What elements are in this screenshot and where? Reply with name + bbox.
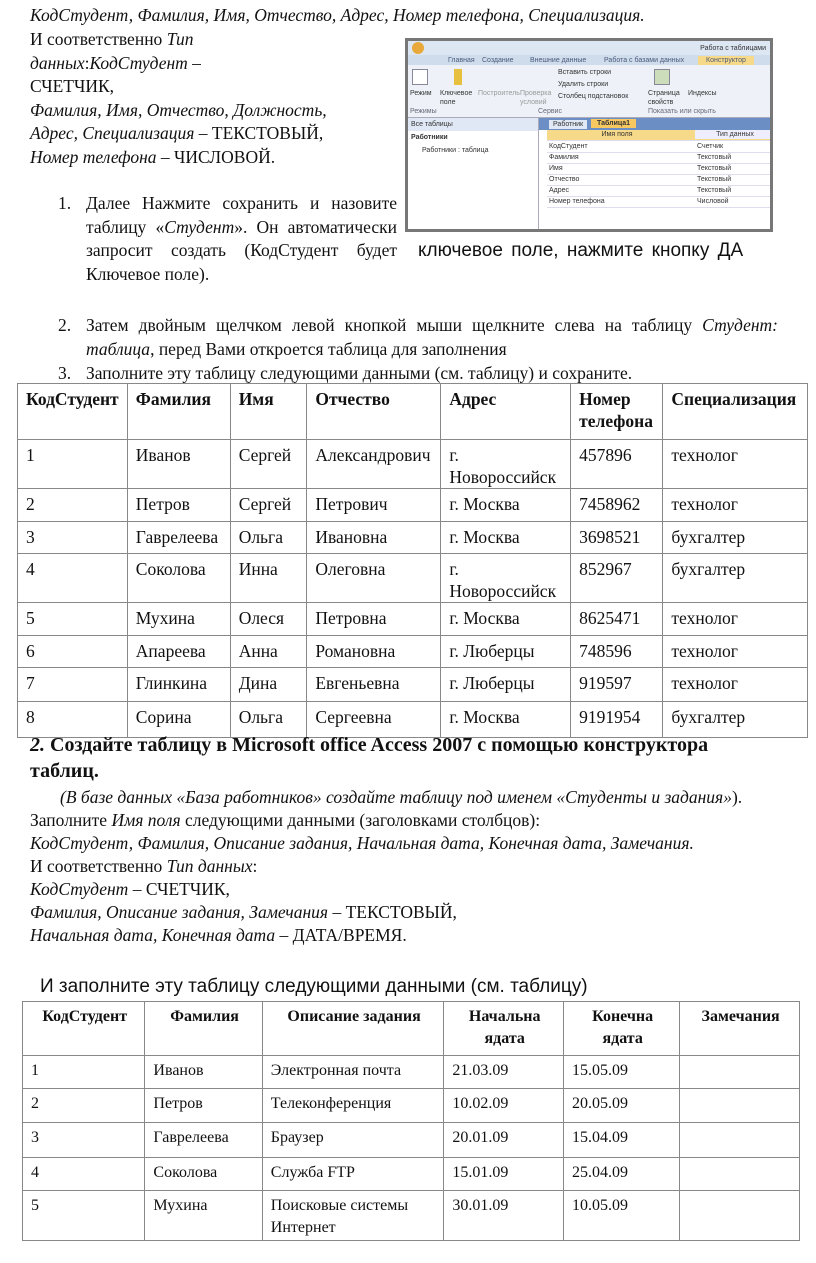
table-row	[23, 1089, 800, 1123]
table-row	[23, 1191, 800, 1241]
design-grid	[539, 118, 770, 229]
table-cell: 457896	[571, 440, 663, 489]
table-row	[18, 668, 808, 702]
grid-header: Имя поля	[601, 131, 633, 138]
column-header: Адрес	[441, 384, 571, 440]
table-cell: 15.04.09	[564, 1123, 680, 1158]
table-cell: Соколова	[145, 1158, 262, 1191]
table-cell: 7458962	[571, 489, 663, 522]
ribbon-tab-active: Конструктор	[698, 56, 754, 65]
table-cell: 748596	[571, 636, 663, 668]
field-type: Текстовый	[697, 187, 732, 194]
column-header: Имя	[230, 384, 307, 440]
table-cell: 852967	[571, 554, 663, 603]
ribbon-tab: Работа с базами данных	[604, 57, 685, 64]
table-cell: 15.01.09	[444, 1158, 564, 1191]
column-header: КодСтудент	[23, 1002, 145, 1056]
ribbon-label: Построитель	[478, 90, 520, 97]
table-cell: Петрович	[307, 489, 441, 522]
grid-row	[547, 153, 770, 164]
grid-row	[547, 142, 770, 153]
step-3-number: 3.	[58, 363, 72, 383]
field-type: Текстовый	[697, 165, 732, 172]
table-cell: г. Москва	[441, 702, 571, 738]
table-cell: Апареева	[127, 636, 230, 668]
table-cell: Петров	[127, 489, 230, 522]
field-name: Фамилия	[549, 154, 579, 161]
table-cell: Соколова	[127, 554, 230, 603]
table-cell: технолог	[663, 636, 808, 668]
table-cell: Александрович	[307, 440, 441, 489]
column-header: Фамилия	[145, 1002, 262, 1056]
table-cell: Сорина	[127, 702, 230, 738]
table-cell	[680, 1158, 800, 1191]
nav-group: Работники	[411, 134, 448, 141]
table-cell: Служба FTP	[262, 1158, 444, 1191]
doc-tab: Работник	[549, 120, 587, 129]
table-cell	[680, 1089, 800, 1123]
table-cell: Евгеньевна	[307, 668, 441, 702]
grid-row	[547, 175, 770, 186]
ribbon-label: Столбец подстановок	[558, 93, 629, 100]
table-cell	[680, 1123, 800, 1158]
table-cell: г. Люберцы	[441, 636, 571, 668]
table-cell: 3	[18, 522, 128, 554]
table-row	[23, 1123, 800, 1158]
table-cell: Романовна	[307, 636, 441, 668]
field-name: КодСтудент	[549, 143, 588, 150]
ribbon-tab: Внешние данные	[530, 57, 587, 64]
column-header: КодСтудент	[18, 384, 128, 440]
grid-row	[547, 197, 770, 208]
table-cell: Мухина	[127, 603, 230, 636]
table-cell: Олеся	[230, 603, 307, 636]
access-screenshot	[405, 38, 773, 232]
table-cell: бухгалтер	[663, 702, 808, 738]
table-cell: Гаврелеева	[127, 522, 230, 554]
table-row	[18, 522, 808, 554]
table-cell: 5	[23, 1191, 145, 1241]
grid-header: Тип данных	[695, 130, 773, 139]
table-cell	[680, 1056, 800, 1089]
column-header: Специализация	[663, 384, 808, 440]
ribbon-tab: Создание	[482, 57, 514, 64]
table-cell: 8625471	[571, 603, 663, 636]
table-cell: Браузер	[262, 1123, 444, 1158]
table-cell: Олеговна	[307, 554, 441, 603]
nav-item: Работники : таблица	[422, 147, 489, 154]
ribbon-label: Ключевое поле	[440, 90, 473, 106]
grid-row	[547, 186, 770, 197]
table-cell: г. Люберцы	[441, 668, 571, 702]
table-header-row	[23, 1002, 800, 1056]
ribbon-label: Страница свойств	[648, 90, 680, 106]
section-2-body: (В базе данных «База работников» создайте таблицу под именем «Студенты и задания»). Заполните Имя поля следующими данными (заголовками столбцов): КодСтудент, Фамилия, Описание задания, Начальная дата, Конечная дата, Замечания. И соответственно Тип данных: КодСтудент – СЧЕТЧИК, Фамилия, Описание задания, Замечания – ТЕКСТОВЫЙ, Начальная дата, Конечная дата – ДАТА/ВРЕМЯ.	[30, 787, 743, 945]
table-cell: Иванов	[145, 1056, 262, 1089]
group-label: Сервис	[538, 108, 562, 115]
step-1-continuation: ключевое поле, нажмите кнопку ДА	[418, 240, 744, 261]
field-name: Имя	[549, 165, 563, 172]
section-2-instruction: И заполните эту таблицу следующими данными (см. таблицу)	[40, 976, 588, 997]
column-header: Отчество	[307, 384, 441, 440]
office-button-icon	[412, 42, 424, 54]
step-2-text: Затем двойным щелчком левой кнопкой мыши щелкните слева на таблицу Студент: таблица, перед Вами откроется таблица для заполнения	[86, 315, 778, 359]
column-header: Начальна ядата	[444, 1002, 564, 1056]
intro-types: И соответственно Тип данных:КодСтудент – СЧЕТЧИК, Фамилия, Имя, Отчество, Должность, Адрес, Специализация – ТЕКСТОВЫЙ, Номер телефона – ЧИСЛОВОЙ.	[30, 29, 327, 167]
tasks-table	[22, 1001, 800, 1241]
section-2-heading: 2. Создайте таблицу в Microsoft office Access 2007 с помощью конструктора таблиц.	[30, 734, 709, 782]
table-cell: г. Москва	[441, 522, 571, 554]
table-cell: 7	[18, 668, 128, 702]
table-cell: 4	[23, 1158, 145, 1191]
table-cell: г. Новороссийск	[441, 440, 571, 489]
view-icon	[412, 69, 428, 85]
column-header: Номер телефона	[571, 384, 663, 440]
table-cell: 21.03.09	[444, 1056, 564, 1089]
table-cell: бухгалтер	[663, 522, 808, 554]
table-cell: Ольга	[230, 522, 307, 554]
table-cell: 20.05.09	[564, 1089, 680, 1123]
table-cell: 2	[18, 489, 128, 522]
field-name: Отчество	[549, 176, 580, 183]
table-row	[18, 440, 808, 489]
table-cell: 9191954	[571, 702, 663, 738]
field-name: Адрес	[549, 187, 570, 194]
navigation-pane	[408, 118, 539, 229]
table-cell: 15.05.09	[564, 1056, 680, 1089]
step-3-text: Заполните эту таблицу следующими данными (см. таблицу) и сохраните.	[86, 363, 633, 383]
table-cell: Электронная почта	[262, 1056, 444, 1089]
table-cell: 30.01.09	[444, 1191, 564, 1241]
table-cell: Иванов	[127, 440, 230, 489]
table-row	[18, 489, 808, 522]
key-icon	[454, 69, 462, 85]
field-name: Номер телефона	[549, 198, 605, 205]
table-cell: 10.05.09	[564, 1191, 680, 1241]
step-1-number: 1.	[58, 193, 72, 213]
table-cell: Ольга	[230, 702, 307, 738]
table-header-row	[18, 384, 808, 440]
column-header: Фамилия	[127, 384, 230, 440]
table-cell: 6	[18, 636, 128, 668]
doc-tab-active: Таблица1	[591, 119, 636, 128]
table-cell: Петровна	[307, 603, 441, 636]
column-header: Конечна ядата	[564, 1002, 680, 1056]
table-row	[18, 636, 808, 668]
table-cell: Инна	[230, 554, 307, 603]
table-cell: 1	[18, 440, 128, 489]
group-label: Режимы	[410, 108, 437, 115]
table-cell: технолог	[663, 489, 808, 522]
table-cell: Поисковые системы Интернет	[262, 1191, 444, 1241]
ribbon-label: Вставить строки	[558, 69, 612, 76]
field-type: Числовой	[697, 198, 729, 205]
table-cell: 919597	[571, 668, 663, 702]
ribbon-label: Удалить строки	[558, 81, 609, 88]
field-type: Счетчик	[697, 143, 724, 150]
table-cell: технолог	[663, 668, 808, 702]
step-1-text: Далее Нажмите сохранить и назовите таблицу «Студент». Он автоматически запросит создать (КодСтудент будет Ключевое поле).	[86, 193, 397, 284]
table-cell: 8	[18, 702, 128, 738]
column-header: Описание задания	[262, 1002, 444, 1056]
step-2-number: 2.	[58, 315, 72, 335]
table-cell: 20.01.09	[444, 1123, 564, 1158]
ribbon-label: Режим	[410, 90, 432, 97]
field-type: Текстовый	[697, 176, 732, 183]
column-header: Замечания	[680, 1002, 800, 1056]
ribbon-label: Проверка условий	[520, 90, 552, 106]
table-cell: Дина	[230, 668, 307, 702]
table-cell: г. Москва	[441, 603, 571, 636]
ribbon-label: Индексы	[688, 90, 717, 97]
grid-row	[547, 164, 770, 175]
table-cell: Сергеевна	[307, 702, 441, 738]
table-cell: Ивановна	[307, 522, 441, 554]
property-sheet-icon	[654, 69, 670, 85]
table-row	[18, 554, 808, 603]
table-cell: г. Москва	[441, 489, 571, 522]
table-cell: г. Новороссийск	[441, 554, 571, 603]
table-cell: Мухина	[145, 1191, 262, 1241]
group-label: Показать или скрыть	[648, 108, 716, 115]
table-cell: 5	[18, 603, 128, 636]
table-cell: Петров	[145, 1089, 262, 1123]
table-cell: технолог	[663, 440, 808, 489]
table-cell: 3	[23, 1123, 145, 1158]
table-cell: 10.02.09	[444, 1089, 564, 1123]
table-cell: Анна	[230, 636, 307, 668]
table-cell: Глинкина	[127, 668, 230, 702]
table-cell: Телеконференция	[262, 1089, 444, 1123]
table-row	[23, 1158, 800, 1191]
intro-fields-line: КодСтудент, Фамилия, Имя, Отчество, Адрес, Номер телефона, Специализация.	[30, 5, 645, 25]
table-cell: 2	[23, 1089, 145, 1123]
table-row	[23, 1056, 800, 1089]
table-cell: Гаврелеева	[145, 1123, 262, 1158]
students-table	[17, 383, 808, 738]
table-cell: Сергей	[230, 489, 307, 522]
table-cell: 3698521	[571, 522, 663, 554]
table-cell: технолог	[663, 603, 808, 636]
field-type: Текстовый	[697, 154, 732, 161]
nav-header: Все таблицы	[408, 118, 538, 131]
table-row	[18, 603, 808, 636]
table-cell: Сергей	[230, 440, 307, 489]
ribbon-tab: Главная	[448, 57, 475, 64]
table-cell: бухгалтер	[663, 554, 808, 603]
contextual-title: Работа с таблицами	[700, 45, 766, 52]
table-cell	[680, 1191, 800, 1241]
table-cell: 25.04.09	[564, 1158, 680, 1191]
table-cell: 4	[18, 554, 128, 603]
table-cell: 1	[23, 1056, 145, 1089]
